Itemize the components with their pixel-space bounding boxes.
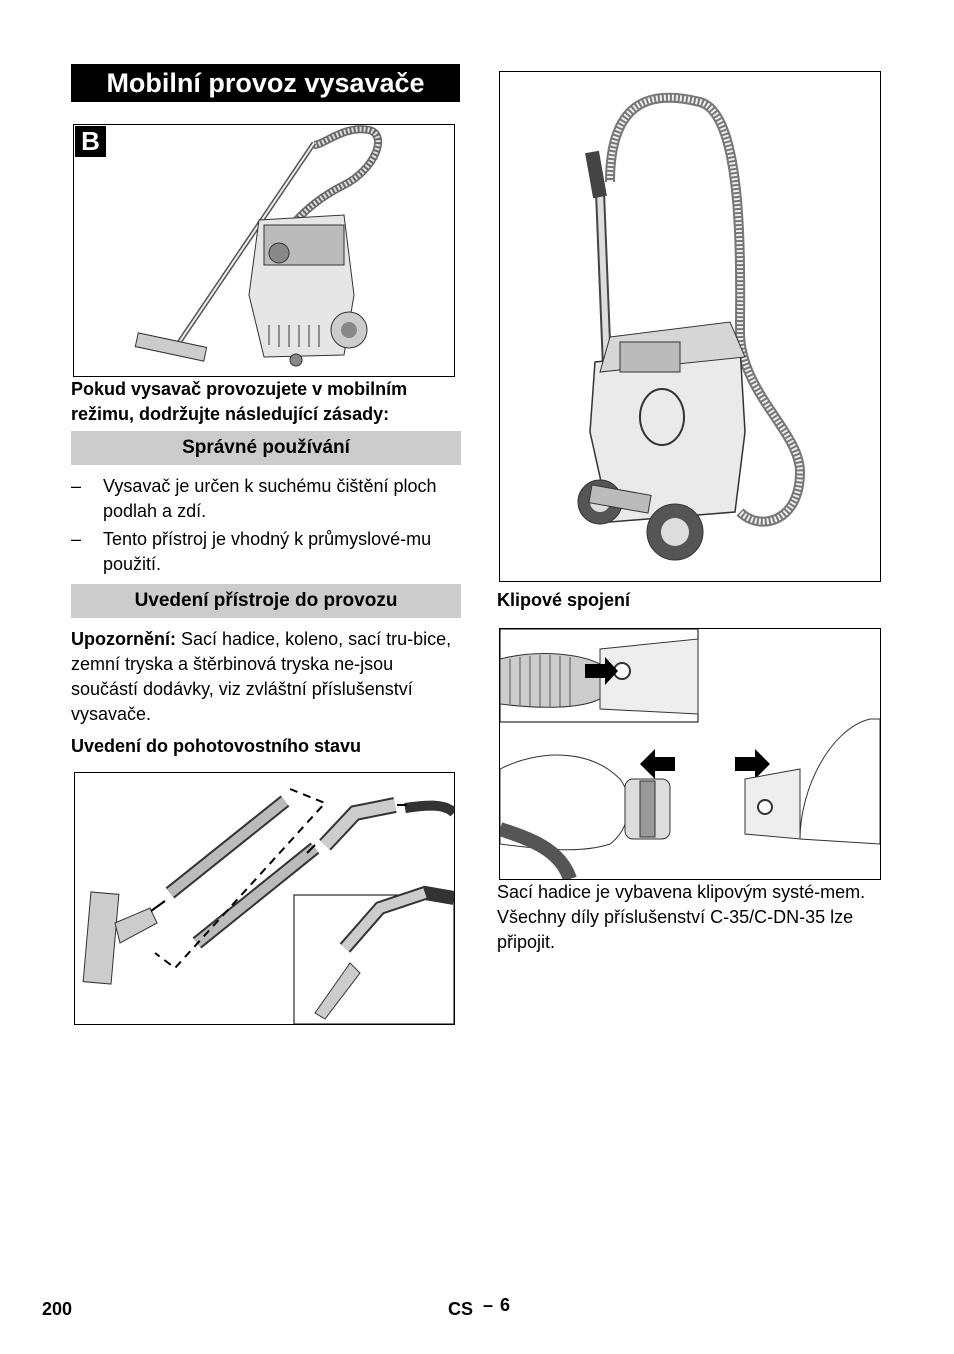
list-item bbox=[71, 527, 463, 579]
figure-b-vacuum bbox=[73, 124, 455, 377]
list-dash: – bbox=[71, 476, 82, 496]
footer-section-page: 6 bbox=[500, 1295, 511, 1315]
section-title: Mobilní provoz vysavače bbox=[71, 64, 460, 102]
figure-tube-assembly bbox=[74, 772, 455, 1025]
page-number: 200 bbox=[42, 1299, 73, 1319]
list-item-text: Vysavač je určen k suchému čištění ploch podlah a zdí. bbox=[103, 476, 437, 521]
vacuum-floor-illustration bbox=[74, 125, 454, 376]
figure-vacuum-upright bbox=[499, 71, 881, 582]
clip-text: Sací hadice je vybavena klipovým systé-mem. Všechny díly příslušenství C-35/C-DN-35 lze připojit. bbox=[497, 882, 866, 952]
list-item-text: Tento přístroj je vhodný k průmyslové-mu použití. bbox=[103, 529, 432, 574]
standby-subheading: Uvedení do pohotovostního stavu bbox=[71, 736, 362, 756]
proper-use-heading: Správné používání bbox=[71, 431, 461, 465]
clip-connection-illustration bbox=[500, 629, 880, 879]
clip-heading: Klipové spojení bbox=[497, 590, 631, 610]
footer-lang: CS bbox=[448, 1299, 474, 1319]
figure-clip-connection bbox=[499, 628, 881, 880]
figure-b-label: B bbox=[75, 126, 106, 157]
tube-assembly-illustration bbox=[75, 773, 454, 1024]
intro-text: Pokud vysavač provozujete v mobilním režimu, dodržujte následující zásady: bbox=[71, 379, 408, 424]
startup-heading: Uvedení přístroje do provozu bbox=[71, 584, 461, 618]
footer-separator: – bbox=[483, 1295, 494, 1315]
vacuum-upright-illustration bbox=[500, 72, 880, 581]
startup-note bbox=[71, 627, 463, 727]
note-label: Upozornění: bbox=[71, 629, 176, 649]
list-item bbox=[71, 474, 463, 526]
list-dash: – bbox=[71, 529, 82, 549]
note-text: Sací hadice, koleno, sací tru-bice, zemní tryska a štěrbinová tryska ne-jsou součástí dodávky, viz zvláštní příslušenství vysavače. bbox=[71, 629, 452, 724]
